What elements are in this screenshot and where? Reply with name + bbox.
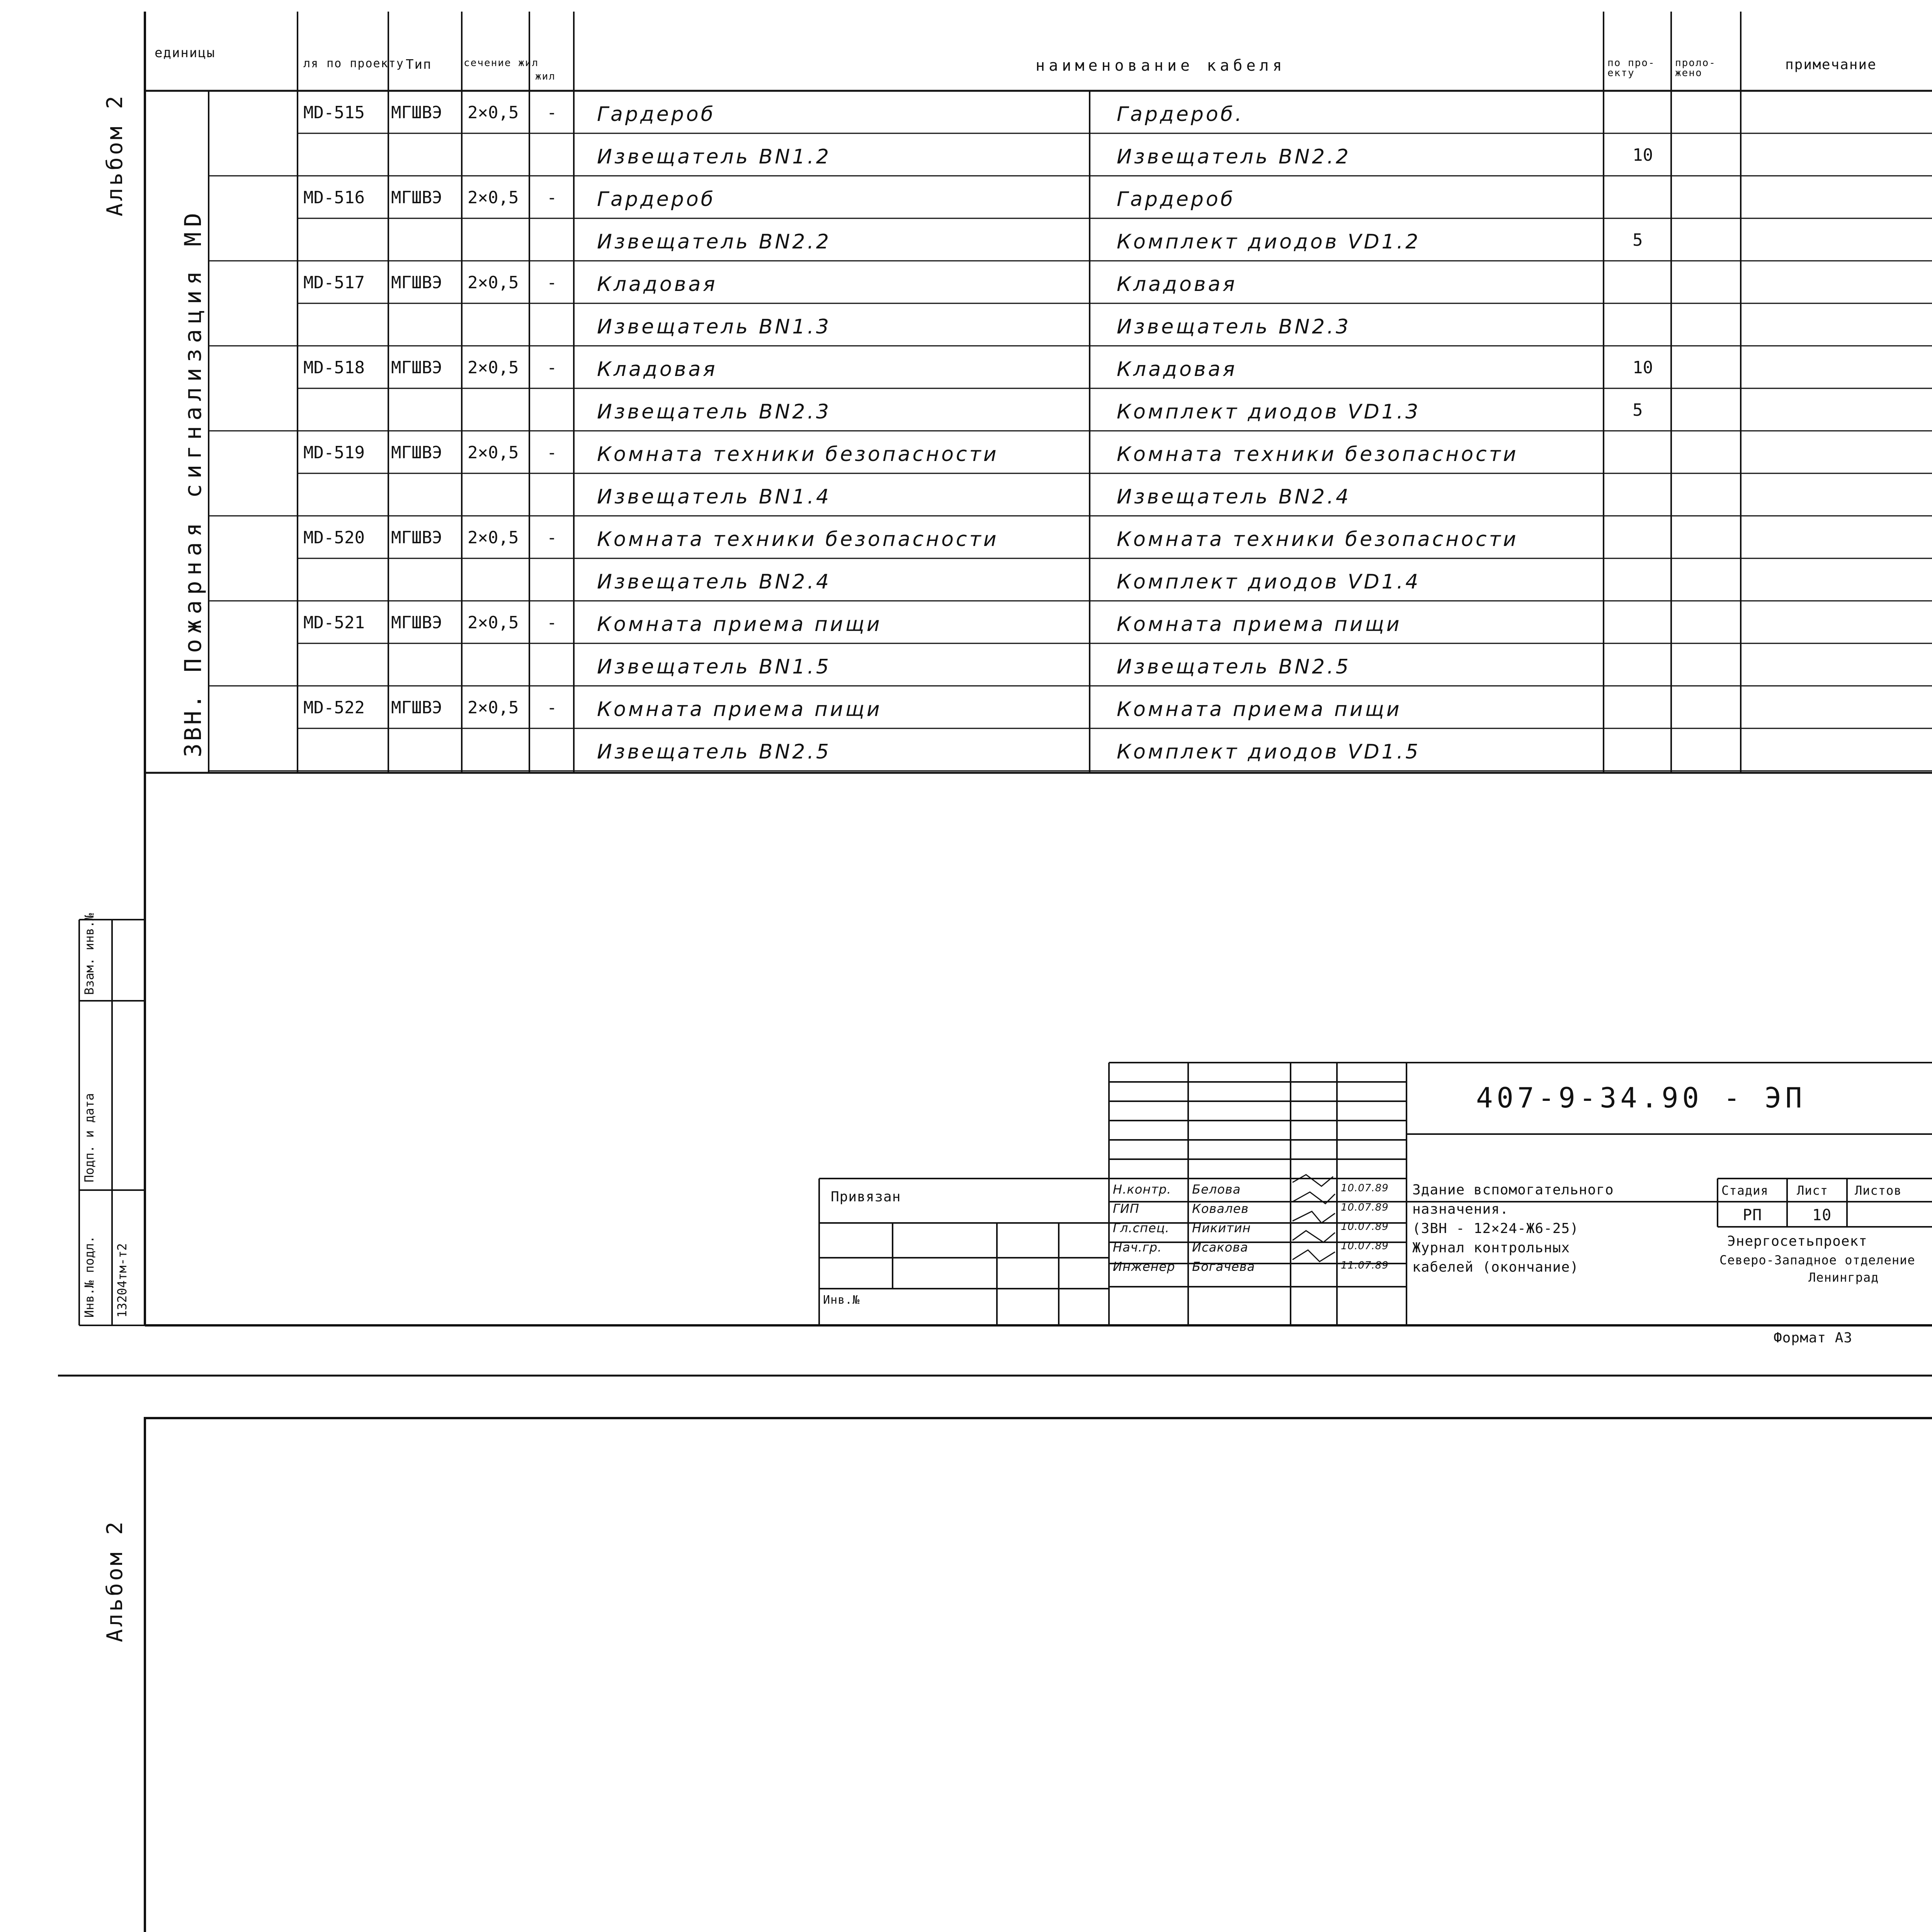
row-cable-code: MD-520 — [303, 528, 365, 548]
org-line-1: Энергосетьпроект — [1727, 1233, 1867, 1249]
row-cable-section: 2×0,5 — [468, 698, 519, 718]
row-length: 10 — [1633, 145, 1653, 165]
row-length: 5 — [1633, 230, 1643, 250]
row-cable-code: MD-519 — [303, 443, 365, 463]
row-cable-section: 2×0,5 — [468, 613, 519, 633]
row-to: Гардероб. — [1117, 103, 1244, 126]
col-header-b: проло- жено — [1675, 57, 1716, 79]
sign-date: 10.07.89 — [1341, 1221, 1389, 1233]
stamp-inv-podl: Инв.№ подл. — [82, 1236, 97, 1318]
system-label: Пожарная сигнализация MD — [180, 207, 207, 672]
row-cable-code: MD-522 — [303, 698, 365, 718]
col-header-per-project: ля по проекту — [303, 57, 404, 70]
role-label: ГИП — [1113, 1201, 1139, 1216]
row-from: Извещатель ВN1.4 — [597, 485, 831, 509]
title-line-4: Журнал контрольных — [1412, 1240, 1570, 1256]
row-length: 5 — [1633, 400, 1643, 420]
row-from: Извещатель ВN2.4 — [597, 570, 831, 594]
row-from: Комната приема пищи — [597, 698, 882, 721]
row-cable-code: MD-518 — [303, 358, 365, 378]
stamp-vzam-inv: Взам. инв.№ — [82, 913, 97, 995]
row-from: Гардероб — [597, 188, 716, 211]
row-cable-type: МГШВЭ — [391, 358, 442, 378]
row-cable-section: 2×0,5 — [468, 273, 519, 293]
document-code: 407-9-34.90 - ЭП — [1476, 1082, 1806, 1114]
row-cable-code: MD-515 — [303, 103, 365, 122]
row-to: Комплект диодов VD1.5 — [1117, 740, 1421, 764]
album-label-bottom: Альбом 2 — [102, 1519, 128, 1642]
row-cable-section: 2×0,5 — [468, 188, 519, 207]
title-line-2: назначения. — [1412, 1201, 1509, 1217]
row-length: 10 — [1633, 358, 1653, 378]
inv-label: Инв.№ — [823, 1293, 860, 1307]
row-to: Кладовая — [1117, 273, 1237, 296]
row-from: Гардероб — [597, 103, 716, 126]
row-from: Извещатель ВN1.3 — [597, 315, 831, 338]
sheet-value: 10 — [1812, 1206, 1832, 1224]
row-cores: - — [547, 698, 557, 718]
row-cores: - — [547, 188, 557, 207]
row-cable-type: МГШВЭ — [391, 613, 442, 633]
row-cable-type: МГШВЭ — [391, 443, 442, 463]
row-cable-code: MD-521 — [303, 613, 365, 633]
row-from: Кладовая — [597, 358, 718, 381]
sheet-label: Лист — [1797, 1183, 1828, 1198]
row-from: Извещатель ВN2.2 — [597, 230, 831, 253]
row-cable-type: МГШВЭ — [391, 103, 442, 122]
row-cable-section: 2×0,5 — [468, 528, 519, 548]
row-cable-section: 2×0,5 — [468, 358, 519, 378]
row-cores: - — [547, 528, 557, 548]
role-label: Инженер — [1113, 1259, 1175, 1274]
row-cable-code: MD-517 — [303, 273, 365, 293]
row-to: Извещатель ВN2.3 — [1117, 315, 1351, 338]
stage-value: РП — [1743, 1206, 1762, 1224]
title-line-5: кабелей (окончание) — [1412, 1259, 1579, 1275]
org-line-3: Ленинград — [1808, 1270, 1879, 1285]
row-to: Извещатель ВN2.4 — [1117, 485, 1351, 509]
row-from: Комната техники безопасности — [597, 443, 999, 466]
row-from: Кладовая — [597, 273, 718, 296]
row-to: Извещатель ВN2.5 — [1117, 655, 1351, 679]
row-cable-type: МГШВЭ — [391, 273, 442, 293]
col-header-unit: единицы — [155, 45, 216, 61]
sign-date: 10.07.89 — [1341, 1202, 1389, 1213]
row-cores: - — [547, 103, 557, 122]
row-cores: - — [547, 273, 557, 293]
sign-date: 10.07.89 — [1341, 1240, 1389, 1252]
signer-name: Белова — [1192, 1182, 1241, 1197]
row-to: Извещатель ВN2.2 — [1117, 145, 1351, 168]
row-cable-type: МГШВЭ — [391, 528, 442, 548]
sign-date: 10.07.89 — [1341, 1182, 1389, 1194]
row-from: Комната приема пищи — [597, 613, 882, 636]
role-label: Н.контр. — [1113, 1182, 1172, 1197]
col-header-cores: жил — [535, 71, 556, 82]
row-to: Комната приема пищи — [1117, 613, 1402, 636]
signer-name: Исакова — [1192, 1240, 1248, 1255]
row-cable-section: 2×0,5 — [468, 443, 519, 463]
signer-name: Богачева — [1192, 1259, 1255, 1274]
row-cable-code: MD-516 — [303, 188, 365, 207]
system-prefix: ЗВН. — [180, 692, 207, 757]
format-label: Формат А3 — [1774, 1330, 1853, 1346]
col-header-a: по про- екту — [1607, 57, 1655, 79]
row-from: Извещатель ВN2.5 — [597, 740, 831, 764]
sign-date: 11.07.89 — [1341, 1260, 1389, 1271]
row-cores: - — [547, 358, 557, 378]
signer-name: Ковалев — [1192, 1201, 1249, 1216]
row-from: Комната техники безопасности — [597, 528, 999, 551]
org-line-2: Северо-Западное отделение — [1719, 1253, 1915, 1267]
stamp-podp-date: Подп. и дата — [82, 1093, 97, 1182]
col-header-cable-name: наименование кабеля — [1036, 57, 1286, 75]
row-to: Комната техники безопасности — [1117, 528, 1519, 551]
stage-label: Стадия — [1721, 1183, 1769, 1198]
row-to: Гардероб — [1117, 188, 1235, 211]
row-cores: - — [547, 443, 557, 463]
col-header-type: Тип — [406, 57, 432, 72]
row-cores: - — [547, 613, 557, 633]
bound-label: Привязан — [831, 1189, 901, 1205]
row-to: Комплект диодов VD1.4 — [1117, 570, 1421, 594]
row-to: Комната приема пищи — [1117, 698, 1402, 721]
stamp-number: 13204тм-т2 — [115, 1243, 129, 1318]
role-label: Гл.спец. — [1113, 1221, 1170, 1235]
row-cable-type: МГШВЭ — [391, 698, 442, 718]
row-cable-type: МГШВЭ — [391, 188, 442, 207]
row-cable-section: 2×0,5 — [468, 103, 519, 122]
row-from: Извещатель ВN1.5 — [597, 655, 831, 679]
title-line-3: (ЗВН - 12×24-Ж6-25) — [1412, 1221, 1579, 1236]
sheets-label: Листов — [1855, 1183, 1902, 1198]
col-header-note: примечание — [1785, 57, 1877, 73]
row-to: Комплект диодов VD1.2 — [1117, 230, 1421, 253]
row-from: Извещатель ВN2.3 — [597, 400, 831, 423]
signer-name: Никитин — [1192, 1221, 1251, 1235]
row-from: Извещатель ВN1.2 — [597, 145, 831, 168]
album-label-top: Альбом 2 — [102, 94, 128, 216]
row-to: Комплект диодов VD1.3 — [1117, 400, 1421, 423]
col-header-section: сечение жил — [464, 57, 539, 69]
role-label: Нач.гр. — [1113, 1240, 1162, 1255]
row-to: Комната техники безопасности — [1117, 443, 1519, 466]
title-line-1: Здание вспомогательного — [1412, 1182, 1614, 1198]
row-to: Кладовая — [1117, 358, 1237, 381]
